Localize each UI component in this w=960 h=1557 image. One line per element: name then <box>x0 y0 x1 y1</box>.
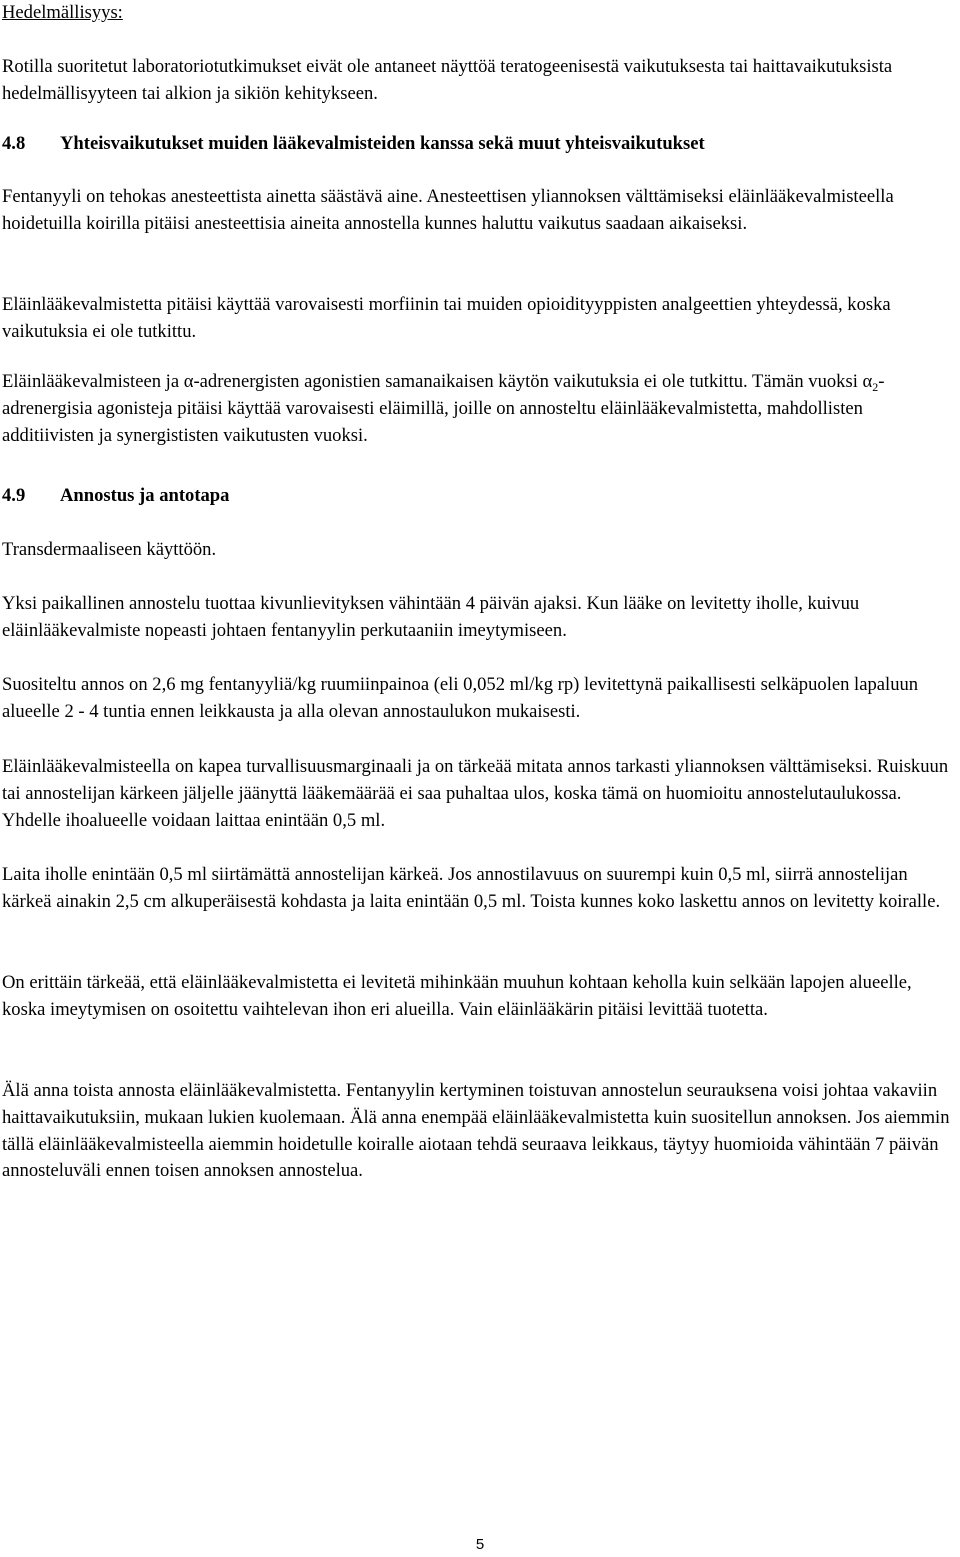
section-4-8-heading <box>2 131 957 158</box>
dosage-paragraph-3: Suositeltu annos on 2,6 mg fentanyyliä/kg ruumiinpainoa (eli 0,052 ml/kg rp) levitettynä paikallisesti selkäpuolen lapaluun alueelle 2 - 4 tuntia ennen leikkausta ja alla olevan annostaulukon mukaisesti. <box>2 674 919 722</box>
dosage-paragraph-1: Transdermaaliseen käyttöön. <box>2 539 217 560</box>
page-number: 5 <box>475 1536 485 1553</box>
dosage-paragraph-5: Laita iholle enintään 0,5 ml siirtämättä annostelijan kärkeä. Jos annostilavuus on suurempi kuin 0,5 ml, siirrä annostelijan kärkeä ainakin 2,5 cm alkuperäisestä kohdasta ja laita enintään 0,5 ml. Toista kunnes koko laskettu annos on levitetty koiralle. <box>2 864 941 912</box>
interaction-paragraph-2: Eläinlääkevalmistetta pitäisi käyttää varovaisesti morfiinin tai muiden opioidityyppisten analgeettien yhteydessä, koska vaikutuksia ei ole tutkittu. <box>2 294 891 342</box>
dosage-paragraph-6: On erittäin tärkeää, että eläinlääkevalmistetta ei levitetä mihinkään muuhun kohtaan keholla kuin selkään lapojen alueelle, koska imeytymisen on osoitettu vaihtelevan ihon eri alueilla. Vain eläinlääkärin pitäisi levittää tuotetta. <box>2 972 912 1020</box>
dosage-paragraph-4: Eläinlääkevalmisteella on kapea turvallisuusmarginaali ja on tärkeää mitata annos tarkasti yliannoksen välttämiseksi. Ruiskuun tai annostelijan kärkeen jäljelle jäänyttä lääkemäärää ei saa puhaltaa ulos, koska tämä on huomioitu annostelutaulukossa. Yhdelle ihoalueelle voidaan laittaa enintään 0,5 ml. <box>2 756 949 831</box>
section-4-9-number: 4.9 <box>2 485 26 506</box>
fertility-heading: Hedelmällisyys: <box>2 2 123 23</box>
section-4-9-heading <box>2 483 957 510</box>
alpha-subscript: 2 <box>872 380 879 394</box>
dosage-paragraph-7: Älä anna toista annosta eläinlääkevalmistetta. Fentanyylin kertyminen toistuvan annostelun seurauksena voisi johtaa vakaviin haittavaikutuksiin, mukaan lukien kuolemaan. Älä anna enempää eläinlääkevalmistetta kuin suositellun annoksen. Jos aiemmin tällä eläinlääkevalmisteella aiemmin hoidetulle koiralle aiotaan tehdä seuraava leikkaus, täytyy huomioida vähintään 7 päivän annosteluväli ennen toisen annoksen annostelua. <box>2 1080 950 1182</box>
interaction-paragraph-alpha <box>2 369 957 449</box>
section-4-9-title: Annostus ja antotapa <box>60 485 230 506</box>
alpha-text-part-2: -adrenergisia agonisteja pitäisi käyttää varovaisesti eläimillä, joille on annosteltu eläinlääkevalmistetta, mahdollisten additiivisten ja synergististen vaikutusten vuoksi. <box>2 371 885 446</box>
interaction-paragraph-1: Fentanyyli on tehokas anesteettista ainetta säästävä aine. Anesteettisen yliannoksen välttämiseksi eläinlääkevalmisteella hoidetuilla koirilla pitäisi anesteettisia aineita annostella kunnes haluttu vaikutus saadaan aikaiseksi. <box>2 186 894 234</box>
dosage-paragraph-2: Yksi paikallinen annostelu tuottaa kivunlievityksen vähintään 4 päivän ajaksi. Kun lääke on levitetty iholle, kuivuu eläinlääkevalmiste nopeasti johtaen fentanyylin perkutaaniin imeytymiseen. <box>2 593 860 641</box>
section-4-8-title: Yhteisvaikutukset muiden lääkevalmisteiden kanssa sekä muut yhteisvaikutukset <box>60 133 705 154</box>
section-4-8-number: 4.8 <box>2 133 26 154</box>
alpha-text-part-1: Eläinlääkevalmisteen ja α-adrenergisten agonistien samanaikaisen käytön vaikutuksia ei ole tutkittu. Tämän vuoksi α <box>2 371 873 392</box>
fertility-paragraph: Rotilla suoritetut laboratoriotutkimukset eivät ole antaneet näyttöä teratogeenisestä vaikutuksesta tai haittavaikutuksista hedelmällisyyteen tai alkion ja sikiön kehitykseen. <box>2 56 893 104</box>
